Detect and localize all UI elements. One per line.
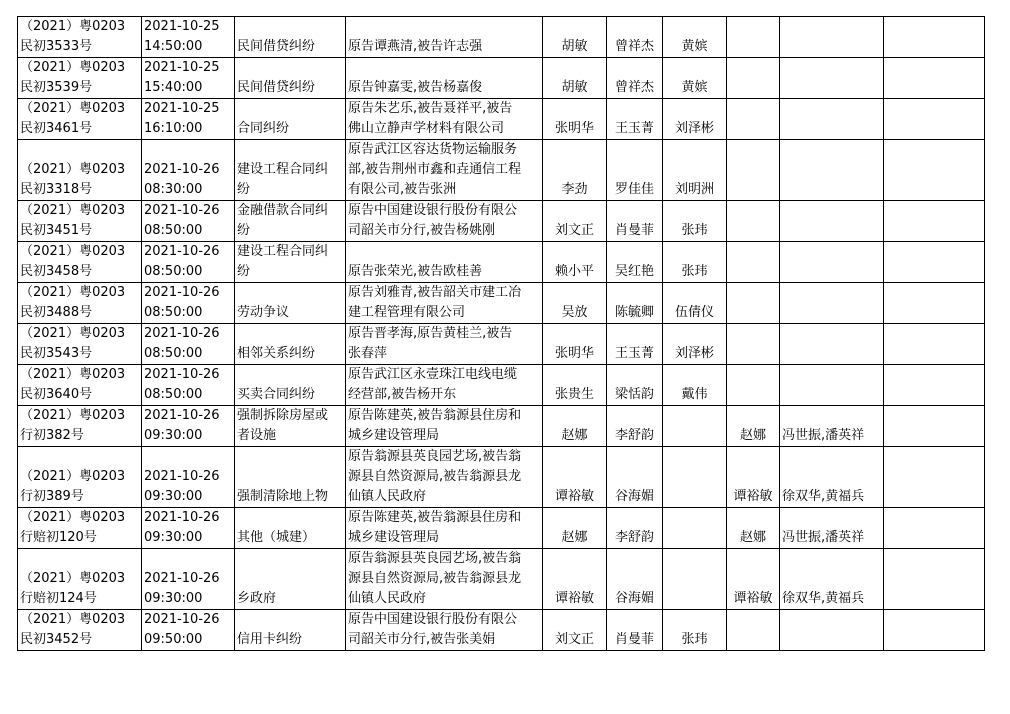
table-row bbox=[18, 610, 985, 651]
hearing-time-cell: 2021-10-25 15:40:00 bbox=[142, 58, 235, 99]
panel-judge-cell bbox=[727, 201, 780, 242]
panel-member-cell: 梁恬韵 bbox=[607, 365, 663, 406]
presiding-judge-cell: 胡敏 bbox=[543, 58, 607, 99]
panel-jurors-cell bbox=[780, 201, 884, 242]
table-row bbox=[18, 508, 985, 549]
clerk-cell: 刘明洲 bbox=[663, 140, 727, 201]
parties-cell: 原告武江区容达货物运输服务 部,被告荆州市鑫和垚通信工程 有限公司,被告张洲 bbox=[346, 140, 543, 201]
parties-cell: 原告刘雅青,被告韶关市建工冶 建工程管理有限公司 bbox=[346, 283, 543, 324]
panel-jurors-cell: 冯世振,潘英祥 bbox=[780, 508, 884, 549]
panel-jurors-cell bbox=[780, 17, 884, 58]
presiding-judge-cell: 赖小平 bbox=[543, 242, 607, 283]
table-body bbox=[18, 17, 985, 651]
parties-cell: 原告朱艺乐,被告聂祥平,被告 佛山立静声学材料有限公司 bbox=[346, 99, 543, 140]
panel-member-cell: 谷海媚 bbox=[607, 549, 663, 610]
clerk-cell bbox=[663, 406, 727, 447]
panel-jurors-cell bbox=[780, 242, 884, 283]
table-row bbox=[18, 324, 985, 365]
hearing-time-cell: 2021-10-26 08:50:00 bbox=[142, 201, 235, 242]
clerk-cell: 戴伟 bbox=[663, 365, 727, 406]
panel-judge-cell: 赵娜 bbox=[727, 406, 780, 447]
hearing-schedule-table bbox=[17, 16, 985, 651]
panel-member-cell: 陈毓卿 bbox=[607, 283, 663, 324]
case-cause-cell: 建设工程合同纠 纷 bbox=[235, 242, 346, 283]
case-number-cell: （2021）粤0203 民初3461号 bbox=[18, 99, 142, 140]
blank-cell bbox=[884, 17, 985, 58]
case-cause-cell: 合同纠纷 bbox=[235, 99, 346, 140]
clerk-cell: 刘泽彬 bbox=[663, 99, 727, 140]
panel-jurors-cell: 冯世振,潘英祥 bbox=[780, 406, 884, 447]
blank-cell bbox=[884, 610, 985, 651]
table-row bbox=[18, 140, 985, 201]
case-cause-cell: 民间借贷纠纷 bbox=[235, 17, 346, 58]
case-cause-cell: 信用卡纠纷 bbox=[235, 610, 346, 651]
blank-cell bbox=[884, 549, 985, 610]
case-number-cell: （2021）粤0203 行初389号 bbox=[18, 447, 142, 508]
parties-cell: 原告翁源县英良园艺场,被告翁 源县自然资源局,被告翁源县龙 仙镇人民政府 bbox=[346, 549, 543, 610]
panel-jurors-cell: 徐双华,黄福兵 bbox=[780, 447, 884, 508]
hearing-time-cell: 2021-10-26 09:30:00 bbox=[142, 447, 235, 508]
panel-judge-cell bbox=[727, 324, 780, 365]
table-row bbox=[18, 17, 985, 58]
presiding-judge-cell: 刘文正 bbox=[543, 610, 607, 651]
case-number-cell: （2021）粤0203 民初3458号 bbox=[18, 242, 142, 283]
blank-cell bbox=[884, 140, 985, 201]
hearing-time-cell: 2021-10-26 09:50:00 bbox=[142, 610, 235, 651]
case-number-cell: （2021）粤0203 行赔初120号 bbox=[18, 508, 142, 549]
hearing-time-cell: 2021-10-25 16:10:00 bbox=[142, 99, 235, 140]
clerk-cell bbox=[663, 508, 727, 549]
panel-jurors-cell bbox=[780, 365, 884, 406]
blank-cell bbox=[884, 99, 985, 140]
table-row bbox=[18, 58, 985, 99]
panel-jurors-cell bbox=[780, 283, 884, 324]
presiding-judge-cell: 吴放 bbox=[543, 283, 607, 324]
panel-judge-cell bbox=[727, 17, 780, 58]
hearing-time-cell: 2021-10-26 09:30:00 bbox=[142, 508, 235, 549]
panel-member-cell: 罗佳佳 bbox=[607, 140, 663, 201]
panel-judge-cell bbox=[727, 242, 780, 283]
panel-judge-cell bbox=[727, 58, 780, 99]
case-number-cell: （2021）粤0203 行赔初124号 bbox=[18, 549, 142, 610]
hearing-time-cell: 2021-10-26 08:50:00 bbox=[142, 324, 235, 365]
case-cause-cell: 强制清除地上物 bbox=[235, 447, 346, 508]
panel-judge-cell bbox=[727, 283, 780, 324]
blank-cell bbox=[884, 58, 985, 99]
blank-cell bbox=[884, 447, 985, 508]
panel-judge-cell: 赵娜 bbox=[727, 508, 780, 549]
table-row bbox=[18, 283, 985, 324]
parties-cell: 原告张荣光,被告欧桂善 bbox=[346, 242, 543, 283]
panel-judge-cell: 谭裕敏 bbox=[727, 447, 780, 508]
case-cause-cell: 强制拆除房屋或 者设施 bbox=[235, 406, 346, 447]
parties-cell: 原告钟嘉雯,被告杨嘉俊 bbox=[346, 58, 543, 99]
panel-member-cell: 肖曼菲 bbox=[607, 610, 663, 651]
case-number-cell: （2021）粤0203 民初3543号 bbox=[18, 324, 142, 365]
parties-cell: 原告武江区永壹珠江电线电缆 经营部,被告杨开东 bbox=[346, 365, 543, 406]
blank-cell bbox=[884, 508, 985, 549]
clerk-cell: 张玮 bbox=[663, 201, 727, 242]
presiding-judge-cell: 胡敏 bbox=[543, 17, 607, 58]
parties-cell: 原告中国建设银行股份有限公 司韶关市分行,被告杨姚刚 bbox=[346, 201, 543, 242]
parties-cell: 原告中国建设银行股份有限公 司韶关市分行,被告张美娟 bbox=[346, 610, 543, 651]
panel-member-cell: 王玉菁 bbox=[607, 99, 663, 140]
panel-member-cell: 肖曼菲 bbox=[607, 201, 663, 242]
table-row bbox=[18, 242, 985, 283]
panel-jurors-cell bbox=[780, 58, 884, 99]
hearing-time-cell: 2021-10-26 08:50:00 bbox=[142, 365, 235, 406]
case-cause-cell: 买卖合同纠纷 bbox=[235, 365, 346, 406]
hearing-time-cell: 2021-10-26 09:30:00 bbox=[142, 549, 235, 610]
presiding-judge-cell: 刘文正 bbox=[543, 201, 607, 242]
panel-jurors-cell bbox=[780, 140, 884, 201]
panel-judge-cell bbox=[727, 140, 780, 201]
panel-member-cell: 李舒韵 bbox=[607, 406, 663, 447]
blank-cell bbox=[884, 201, 985, 242]
case-number-cell: （2021）粤0203 民初3533号 bbox=[18, 17, 142, 58]
panel-jurors-cell bbox=[780, 99, 884, 140]
parties-cell: 原告陈建英,被告翁源县住房和 城乡建设管理局 bbox=[346, 406, 543, 447]
table-row bbox=[18, 365, 985, 406]
case-number-cell: （2021）粤0203 民初3318号 bbox=[18, 140, 142, 201]
parties-cell: 原告陈建英,被告翁源县住房和 城乡建设管理局 bbox=[346, 508, 543, 549]
panel-member-cell: 吴红艳 bbox=[607, 242, 663, 283]
table-row bbox=[18, 406, 985, 447]
clerk-cell: 黄嫔 bbox=[663, 17, 727, 58]
table-row bbox=[18, 201, 985, 242]
panel-jurors-cell bbox=[780, 610, 884, 651]
clerk-cell: 伍倩仪 bbox=[663, 283, 727, 324]
panel-judge-cell bbox=[727, 99, 780, 140]
clerk-cell bbox=[663, 447, 727, 508]
presiding-judge-cell: 赵娜 bbox=[543, 406, 607, 447]
presiding-judge-cell: 张明华 bbox=[543, 99, 607, 140]
presiding-judge-cell: 赵娜 bbox=[543, 508, 607, 549]
case-cause-cell: 劳动争议 bbox=[235, 283, 346, 324]
panel-member-cell: 曾祥杰 bbox=[607, 58, 663, 99]
blank-cell bbox=[884, 406, 985, 447]
clerk-cell: 张玮 bbox=[663, 610, 727, 651]
table-row bbox=[18, 549, 985, 610]
blank-cell bbox=[884, 324, 985, 365]
blank-cell bbox=[884, 242, 985, 283]
panel-jurors-cell bbox=[780, 324, 884, 365]
table-row bbox=[18, 99, 985, 140]
case-cause-cell: 其他（城建） bbox=[235, 508, 346, 549]
case-cause-cell: 民间借贷纠纷 bbox=[235, 58, 346, 99]
case-number-cell: （2021）粤0203 民初3452号 bbox=[18, 610, 142, 651]
case-number-cell: （2021）粤0203 民初3539号 bbox=[18, 58, 142, 99]
case-cause-cell: 金融借款合同纠 纷 bbox=[235, 201, 346, 242]
blank-cell bbox=[884, 365, 985, 406]
hearing-time-cell: 2021-10-26 08:50:00 bbox=[142, 283, 235, 324]
case-cause-cell: 相邻关系纠纷 bbox=[235, 324, 346, 365]
panel-jurors-cell: 徐双华,黄福兵 bbox=[780, 549, 884, 610]
case-number-cell: （2021）粤0203 民初3451号 bbox=[18, 201, 142, 242]
hearing-time-cell: 2021-10-25 14:50:00 bbox=[142, 17, 235, 58]
parties-cell: 原告晋孝海,原告黄桂兰,被告 张春萍 bbox=[346, 324, 543, 365]
table-row bbox=[18, 447, 985, 508]
panel-judge-cell: 谭裕敏 bbox=[727, 549, 780, 610]
clerk-cell: 刘泽彬 bbox=[663, 324, 727, 365]
case-number-cell: （2021）粤0203 行初382号 bbox=[18, 406, 142, 447]
presiding-judge-cell: 李劲 bbox=[543, 140, 607, 201]
hearing-time-cell: 2021-10-26 08:50:00 bbox=[142, 242, 235, 283]
panel-member-cell: 王玉菁 bbox=[607, 324, 663, 365]
panel-judge-cell bbox=[727, 610, 780, 651]
presiding-judge-cell: 张明华 bbox=[543, 324, 607, 365]
panel-judge-cell bbox=[727, 365, 780, 406]
panel-member-cell: 曾祥杰 bbox=[607, 17, 663, 58]
clerk-cell: 黄嫔 bbox=[663, 58, 727, 99]
parties-cell: 原告翁源县英良园艺场,被告翁 源县自然资源局,被告翁源县龙 仙镇人民政府 bbox=[346, 447, 543, 508]
clerk-cell: 张玮 bbox=[663, 242, 727, 283]
parties-cell: 原告谭燕清,被告许志强 bbox=[346, 17, 543, 58]
case-number-cell: （2021）粤0203 民初3488号 bbox=[18, 283, 142, 324]
presiding-judge-cell: 张贵生 bbox=[543, 365, 607, 406]
panel-member-cell: 谷海媚 bbox=[607, 447, 663, 508]
case-cause-cell: 建设工程合同纠 纷 bbox=[235, 140, 346, 201]
presiding-judge-cell: 谭裕敏 bbox=[543, 549, 607, 610]
case-number-cell: （2021）粤0203 民初3640号 bbox=[18, 365, 142, 406]
panel-member-cell: 李舒韵 bbox=[607, 508, 663, 549]
hearing-time-cell: 2021-10-26 08:30:00 bbox=[142, 140, 235, 201]
blank-cell bbox=[884, 283, 985, 324]
hearing-time-cell: 2021-10-26 09:30:00 bbox=[142, 406, 235, 447]
clerk-cell bbox=[663, 549, 727, 610]
presiding-judge-cell: 谭裕敏 bbox=[543, 447, 607, 508]
case-cause-cell: 乡政府 bbox=[235, 549, 346, 610]
